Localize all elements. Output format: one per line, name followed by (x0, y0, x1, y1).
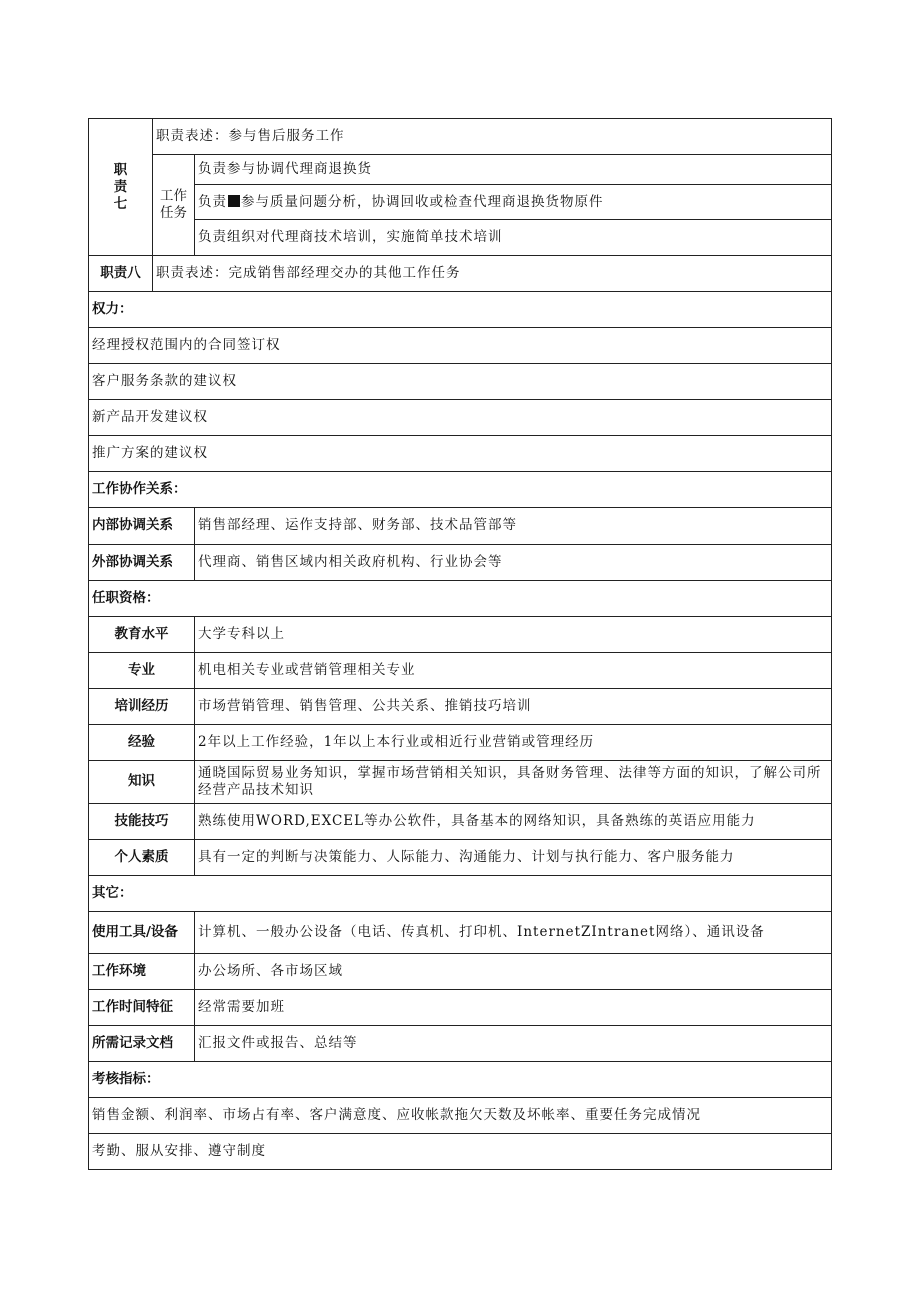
qualification-label: 培训经历 (89, 688, 195, 724)
other-row (89, 953, 832, 989)
relations-external-row (89, 544, 832, 580)
relations-internal-row (89, 508, 832, 544)
qualification-label: 个人素质 (89, 839, 195, 875)
assessment-row (89, 1097, 832, 1133)
qualification-value: 机电相关专业或营销管理相关专业 (195, 652, 832, 688)
qualification-label: 技能技巧 (89, 803, 195, 839)
duty7-task-label (153, 155, 195, 256)
authority-header-row (89, 292, 832, 328)
qualification-value: 熟练使用WORD,EXCEL等办公软件，具备基本的网络知识，具备熟练的英语应用能力 (195, 803, 832, 839)
other-label: 使用工具/设备 (89, 911, 195, 953)
authority-item: 新产品开发建议权 (89, 400, 832, 436)
duty7-description: 职责表述：参与售后服务工作 (153, 119, 832, 155)
assessment-row (89, 1133, 832, 1169)
other-row (89, 989, 832, 1025)
job-description-table (88, 118, 832, 508)
qualification-row (89, 803, 832, 839)
qualification-value: 具有一定的判断与决策能力、人际能力、沟通能力、计划与执行能力、客户服务能力 (195, 839, 832, 875)
qualifications-header-row (89, 580, 832, 616)
assessment-header-row (89, 1061, 832, 1097)
other-header-row (89, 875, 832, 911)
assessment-item: 考勤、服从安排、遵守制度 (89, 1133, 832, 1169)
qualification-label: 专业 (89, 652, 195, 688)
duty8-label: 职责八 (89, 256, 153, 292)
duty7-label-char: 责 (113, 178, 128, 195)
other-row (89, 1025, 832, 1061)
other-label: 工作环境 (89, 953, 195, 989)
authority-row (89, 400, 832, 436)
qualification-row (89, 760, 832, 803)
qualification-value: 大学专科以上 (195, 616, 832, 652)
qualification-row (89, 724, 832, 760)
internal-relations-label: 内部协调关系 (89, 508, 195, 544)
other-header: 其它： (89, 875, 832, 911)
qualifications-header: 任职资格： (89, 580, 832, 616)
authority-row (89, 436, 832, 472)
duty7-label (89, 119, 153, 256)
qualification-value: 通晓国际贸易业务知识，掌握市场营销相关知识，具备财务管理、法律等方面的知识，了解公司所经营产品技术知识 (195, 760, 832, 803)
duty7-description-row (89, 119, 832, 155)
qualification-label: 知识 (89, 760, 195, 803)
job-description-sheet (88, 118, 831, 1170)
duty7-label-char: 七 (113, 195, 128, 212)
task-label-line: 任务 (160, 205, 187, 221)
task-label-line: 工作 (160, 188, 187, 204)
qualification-row (89, 616, 832, 652)
authority-item: 推广方案的建议权 (89, 436, 832, 472)
qualification-label: 经验 (89, 724, 195, 760)
qualification-row (89, 839, 832, 875)
duty7-task-row (89, 155, 832, 185)
qualification-row (89, 688, 832, 724)
task-rest: 参与质量问题分析，协调回收或检查代理商退换货物原件 (241, 193, 604, 210)
duty7-task-row (89, 220, 832, 256)
qualification-value: 2年以上工作经验，1年以上本行业或相近行业营销或管理经历 (195, 724, 832, 760)
relations-header-row (89, 472, 832, 508)
authority-row (89, 328, 832, 364)
relations-table (88, 508, 832, 1170)
external-relations-label: 外部协调关系 (89, 544, 195, 580)
duty7-task-2 (195, 185, 832, 220)
authority-row (89, 364, 832, 400)
authority-header: 权力： (89, 292, 832, 328)
duty7-task-3: 负责组织对代理商技术培训，实施简单技术培训 (195, 220, 832, 256)
qualification-row (89, 652, 832, 688)
task-prefix: 负责 (198, 193, 227, 210)
other-label: 所需记录文档 (89, 1025, 195, 1061)
other-value: 计算机、一般办公设备（电话、传真机、打印机、InternetZIntranet网络）、通讯设备 (195, 911, 832, 953)
other-label: 工作时间特征 (89, 989, 195, 1025)
duty7-task-1: 负责参与协调代理商退换货 (195, 155, 832, 185)
other-value: 办公场所、各市场区域 (195, 953, 832, 989)
assessment-header: 考核指标： (89, 1061, 832, 1097)
external-relations-value: 代理商、销售区域内相关政府机构、行业协会等 (195, 544, 832, 580)
relations-header: 工作协作关系： (89, 472, 832, 508)
duty8-row (89, 256, 832, 292)
authority-item: 客户服务条款的建议权 (89, 364, 832, 400)
qualification-value: 市场营销管理、销售管理、公共关系、推销技巧培训 (195, 688, 832, 724)
qualification-label: 教育水平 (89, 616, 195, 652)
duty8-description: 职责表述：完成销售部经理交办的其他工作任务 (153, 256, 832, 292)
duty7-task-row (89, 185, 832, 220)
authority-item: 经理授权范围内的合同签订权 (89, 328, 832, 364)
assessment-item: 销售金额、利润率、市场占有率、客户满意度、应收帐款拖欠天数及坏帐率、重要任务完成情况 (89, 1097, 832, 1133)
other-value: 经常需要加班 (195, 989, 832, 1025)
duty7-label-char: 职 (113, 161, 128, 178)
redaction-block-icon (228, 195, 240, 207)
other-value: 汇报文件或报告、总结等 (195, 1025, 832, 1061)
other-row (89, 911, 832, 953)
internal-relations-value: 销售部经理、运作支持部、财务部、技术品管部等 (195, 508, 832, 544)
